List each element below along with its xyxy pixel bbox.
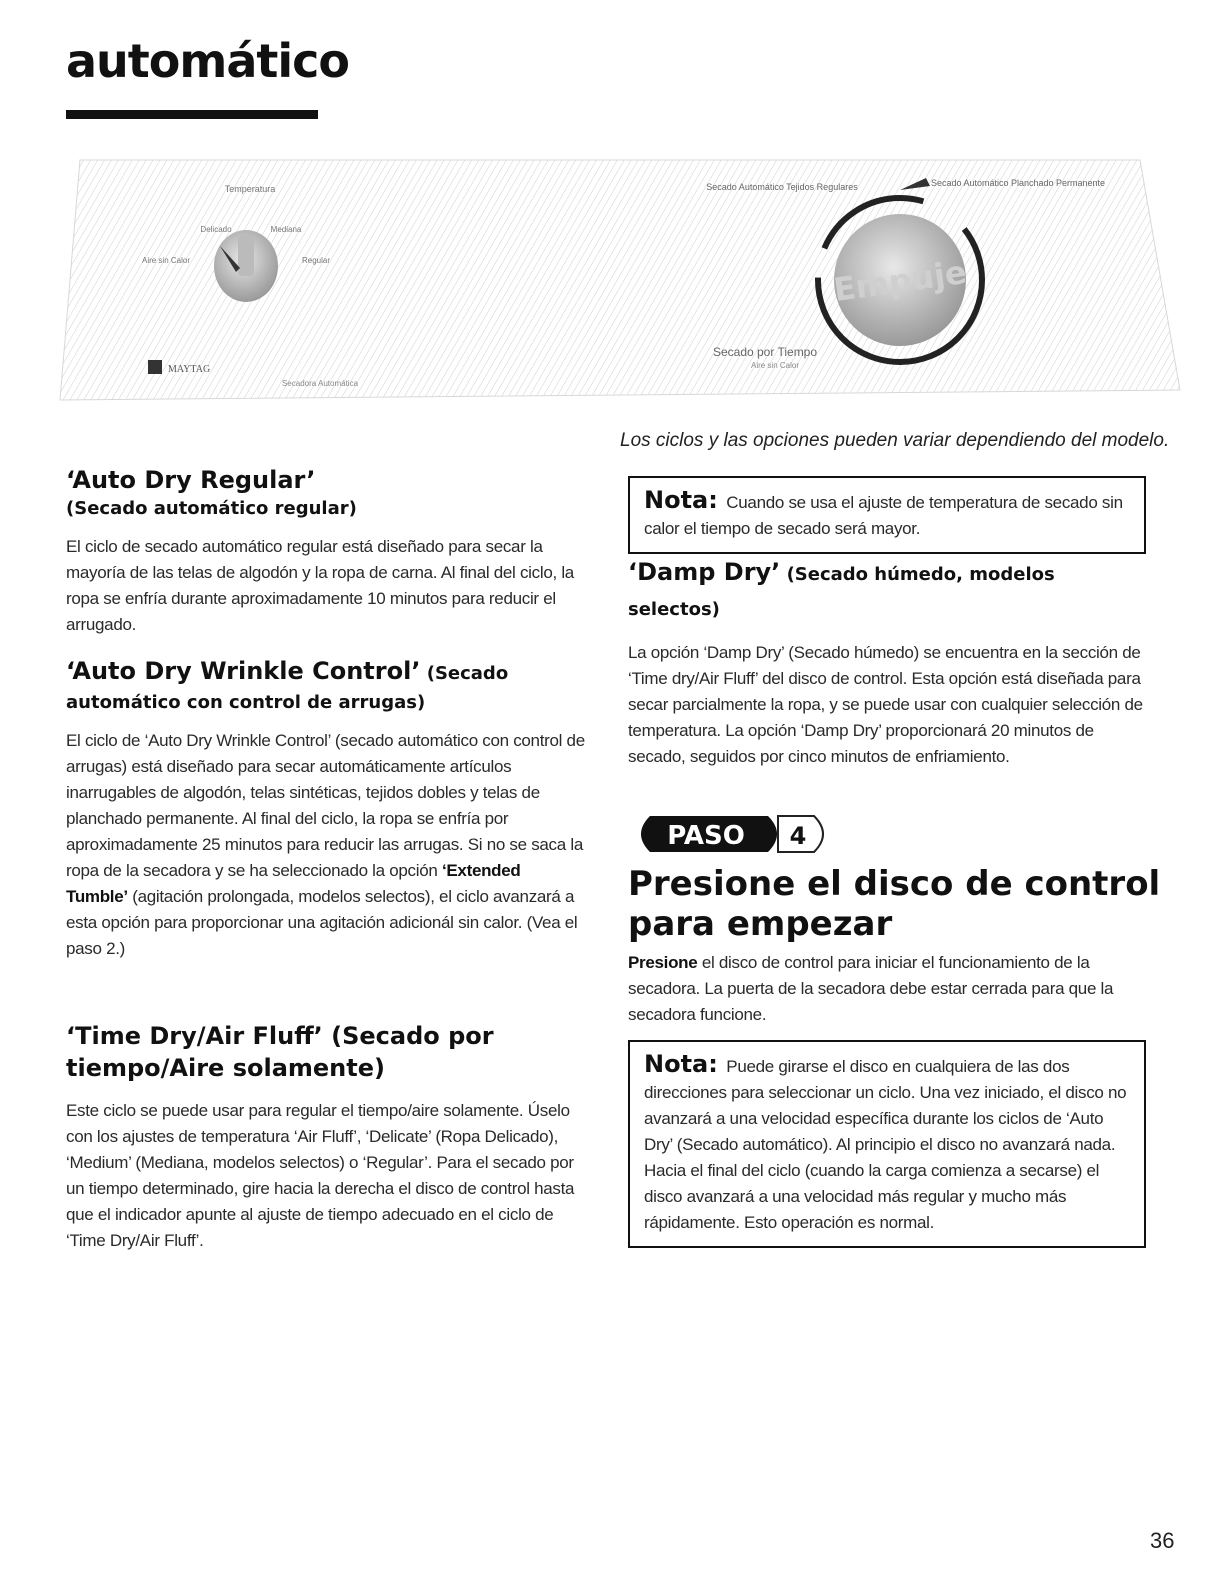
note-label: Nota: (644, 486, 718, 514)
note-text: Puede girarse el disco en cualquiera de las dos direcciones para seleccionar un ciclo. Una vez iniciado, el disco no avanzará a una velocidad específica durante los ciclos de ‘Auto Dry’ (Secado automático). Al principio el disco no avanzará nada. Hacia el final del ciclo (cuando la carga comienza a secarse) el disco avanzará a una velocidad más regular y mucho más rápidamente. Esto operación es normal. (644, 1057, 1127, 1232)
time-dry-body: Este ciclo se puede usar para regular el tiempo/aire solamente. Úselo con los ajustes de temperatura ‘Air Fluff’, ‘Delicate’ (Ropa Delicado), ‘Medium’ (Mediana, modelos selectos) o ‘Regular’. Para el secado por un tiempo determinado, gire hacia la derecha el disco de control hasta que el indicador apunte al ajuste de tiempo adecuado en el ciclo de ‘Time Dry/Air Fluff’. (66, 1101, 575, 1250)
title-underline (66, 110, 318, 119)
auto-dry-regular-subtitle: (Secado automático regular) (66, 498, 357, 519)
note-box-temperature (628, 476, 1146, 554)
time-dry-section (66, 1020, 586, 1254)
damp-dry-title: ‘Damp Dry’ (Secado húmedo, modelos selectos) (628, 558, 1055, 620)
temp-label-regular: Regular (301, 256, 331, 265)
note-label: Nota: (644, 1050, 718, 1078)
auto-dry-regular-title: ‘Auto Dry Regular’ (66, 466, 316, 494)
auto-dry-wrinkle-body: El ciclo de ‘Auto Dry Wrinkle Control’ (secado automático con control de arrugas) está diseñado para secar automáticamente artículos inarrugables de algodón, telas sintéticas, tejidos dobles y telas de planchado permanente. Al final del ciclo, la ropa se enfría por aproximadamente 25 minutos para reducir las arrugas. Si no se saca la ropa de la secadora y se ha seleccionado la opción ‘Extended Tumble’ (agitación prolongada, modelos selectos), el ciclo avanzará a esta opción para proporcionar una agitación adicionál sin calor. (Vea el paso 2.) (66, 731, 585, 958)
temperature-title: Temperatura (224, 184, 276, 194)
temp-label-medium: Mediana (270, 225, 302, 234)
auto-dry-wrinkle-subtitle: automático con control de arrugas) (66, 692, 426, 713)
dial-label-timed: Secado por Tiempo (712, 345, 818, 359)
auto-dry-wrinkle-title: ‘Auto Dry Wrinkle Control’ (Secado (66, 657, 509, 685)
step-title: Presione el disco de control para empezar (628, 864, 1161, 944)
damp-dry-body: La opción ‘Damp Dry’ (Secado húmedo) se encuentra en la sección de ‘Time dry/Air Fluff’ del disco de control. Esta opción está diseñada para secar parcialmente la ropa, y se puede usar con cualquier selección de temperatura. La opción ‘Damp Dry’ proporcionará 20 minutos de secado, seguidos por cinco minutos de enfriamiento. (628, 643, 1143, 766)
time-dry-title: ‘Time Dry/Air Fluff’ (Secado por tiempo/Aire solamente) (66, 1022, 494, 1082)
auto-dry-regular-section (66, 464, 586, 638)
brand-name: MAYTAG (168, 364, 211, 375)
damp-dry-section (628, 556, 1150, 770)
page-number: 36 (1150, 1528, 1175, 1553)
dial-label-auto-regular: Secado Automático Tejidos Regulares (706, 182, 858, 192)
section-title: automático (66, 34, 349, 88)
auto-dry-regular-body: El ciclo de secado automático regular está diseñado para secar la mayoría de las telas de algodón y la ropa de carna. Al final del ciclo, la ropa se enfría durante aproximadamente 10 minutos para reducir el arrugado. (66, 537, 574, 634)
model-disclaimer: Los ciclos y las opciones pueden variar dependiendo del modelo. (620, 430, 1170, 451)
dial-label-auto-perm: Secado Automático Planchado Permanente (930, 178, 1106, 188)
step-number: 4 (789, 822, 807, 850)
step-body: Presione el disco de control para iniciar el funcionamiento de la secadora. La puerta de la secadora debe estar cerrada para que la secadora funcione. (628, 953, 1114, 1024)
brand-logo-icon (148, 360, 162, 374)
step-badge-label: PASO (667, 821, 745, 851)
dial-label-air: Aire sin Calor (750, 361, 800, 370)
note-box-dial (628, 1040, 1146, 1248)
auto-dry-wrinkle-section (66, 655, 586, 962)
model-line: Secadora Automática (281, 379, 359, 388)
note-text: Cuando se usa el ajuste de temperatura de secado sin calor el tiempo de secado será mayor. (644, 493, 1123, 538)
temp-label-delicate: Delicado (200, 225, 232, 234)
control-panel-illustration (20, 150, 1195, 412)
dial-center-label: Empuje (831, 252, 969, 310)
step-badge (628, 812, 838, 856)
temp-label-air: Aire sin Calor (141, 256, 191, 265)
